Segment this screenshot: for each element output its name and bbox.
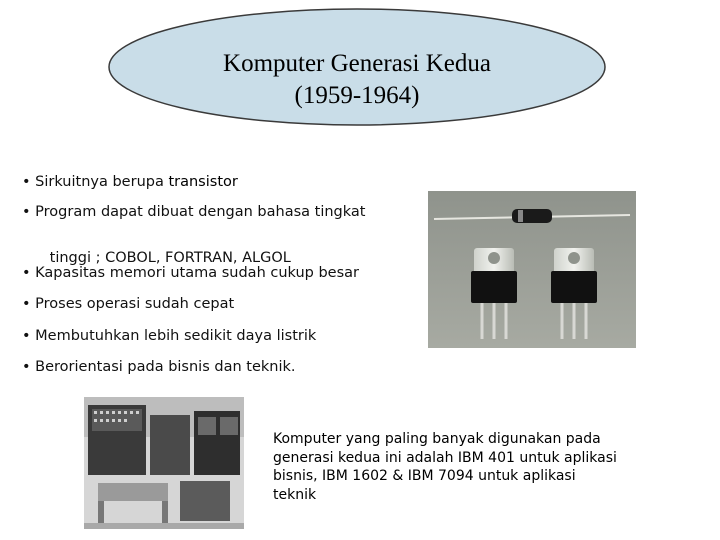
title-line-1: Komputer Generasi Kedua [223,50,491,77]
caption-line: Komputer yang paling banyak digunakan pada [273,431,601,447]
computer-room-photo [84,397,244,529]
bullet-item [22,328,316,344]
slide-title [106,48,608,112]
bullet-item [22,359,295,375]
title-line-2: (1959-1964) [294,82,420,109]
bullet-emphasis: transistor [168,174,238,190]
transistor-photo [428,191,636,348]
bullet-text: • Sirkuitnya berupa [22,174,169,190]
bullet-item [22,265,359,281]
bullet-text: tinggi ; COBOL, FORTRAN, ALGOL [40,250,291,266]
bullet-item [22,204,365,220]
bullet-item [22,174,238,190]
bullet-text: • Proses operasi sudah cepat [22,296,235,312]
bullet-item [22,296,234,312]
bullet-text: • Kapasitas memori utama sudah cukup besar [22,265,360,281]
caption-line: teknik [273,487,317,504]
bullet-text: • Berorientasi pada bisnis dan teknik. [22,359,296,375]
caption-line: generasi kedua ini adalah IBM 401 untuk aplikasi [273,449,617,466]
caption-text [273,430,673,505]
bullet-text: • Program dapat dibuat dengan bahasa tingkat [22,204,366,220]
caption-line: bisnis, IBM 1602 & IBM 7094 untuk aplikasi [273,468,576,485]
bullet-text: • Membutuhkan lebih sedikit daya listrik [22,328,317,344]
